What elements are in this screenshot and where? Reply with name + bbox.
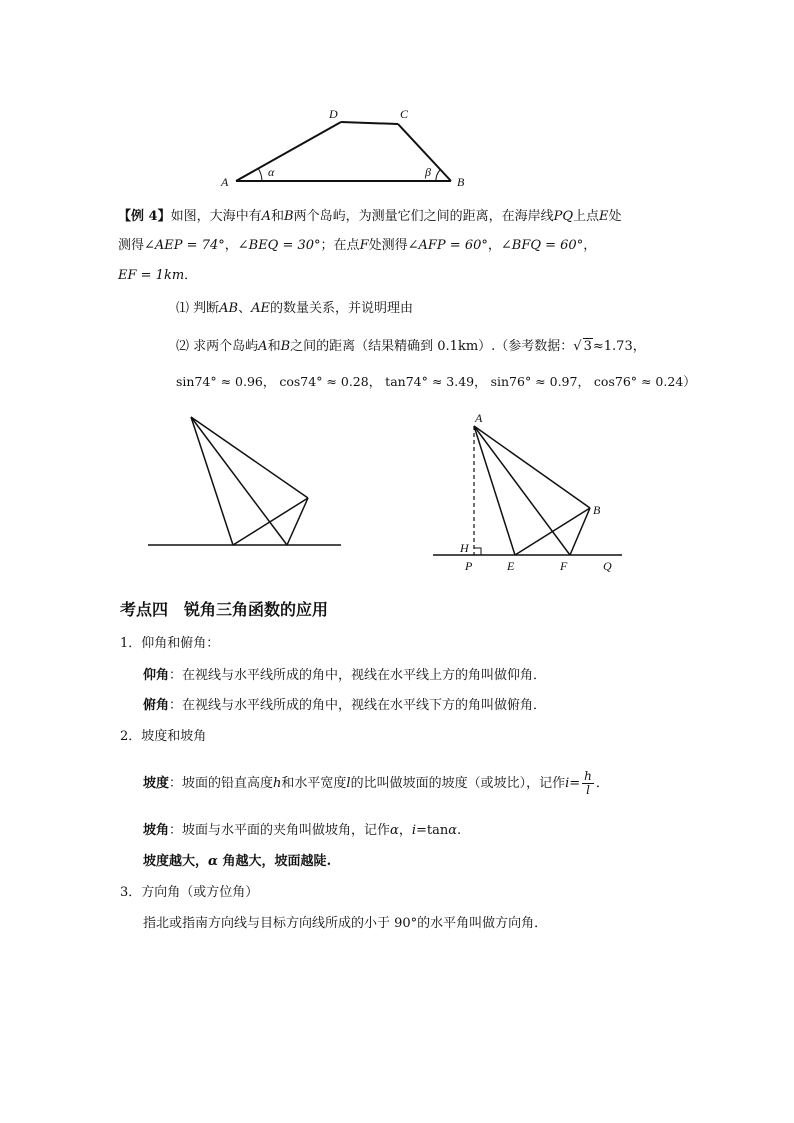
example-line-1: 【例 4】如图，大海中有A和B两个岛屿，为测量它们之间的距离，在海岸线PQ上点E处 bbox=[118, 209, 622, 224]
label-d: D bbox=[329, 107, 338, 121]
podu-def: 坡度：坡面的铅直高度h和水平宽度l的比叫做坡面的坡度（或坡比），记作i= $\frac{h}{l}$ ． bbox=[143, 769, 609, 797]
label-a: A bbox=[475, 411, 483, 425]
reference-data: sin74° ≈ 0.96， cos74° ≈ 0.28， tan74° ≈ 3.49， sin76° ≈ 0.97， cos76° ≈ 0.24） bbox=[176, 374, 696, 389]
label-e: E bbox=[507, 559, 515, 573]
slope-fraction: $\frac{h}{l}$ bbox=[584, 769, 592, 797]
item-3: 3．方向角（或方位角） bbox=[120, 885, 259, 900]
line-a-f bbox=[474, 426, 570, 555]
pojiao-def: 坡角：坡面与水平面的夹角叫做坡角，记作α，i=tanα. bbox=[143, 823, 462, 838]
label-f: F bbox=[560, 559, 568, 573]
label-b: B bbox=[457, 175, 465, 189]
item-2: 2．坡度和坡角 bbox=[120, 729, 207, 744]
fangxiang-def: 指北或指南方向线与目标方向线所成的小于 90°的水平角叫做方向角． bbox=[143, 916, 548, 931]
question-1: ⑴ 判断AB、AE的数量关系，并说明理由 bbox=[176, 301, 414, 316]
line-a-e bbox=[474, 426, 515, 555]
label-beta: β bbox=[425, 165, 431, 179]
label-b: B bbox=[593, 503, 601, 517]
section-title: 考点四 锐角三角函数的应用 bbox=[120, 600, 329, 619]
label-a: A bbox=[221, 175, 229, 189]
example-line-2: 测得∠AEP = 74°，∠BEQ = 30°；在点F处测得∠AFP = 60°，∠BFQ = 60°， bbox=[118, 238, 597, 253]
fujiao-def: 俯角：在视线与水平线所成的角中，视线在水平线下方的角叫做俯角． bbox=[143, 698, 547, 713]
example-line-3: EF = 1km． bbox=[118, 268, 198, 283]
label-c: C bbox=[400, 107, 409, 121]
question-2: ⑵ 求两个岛屿A和B之间的距离（结果精确到 0.1km）.（参考数据：√ 3≈1.73， bbox=[176, 339, 646, 354]
label-q: Q bbox=[603, 559, 612, 573]
line-b-e bbox=[515, 508, 590, 555]
label-alpha: α bbox=[268, 165, 275, 179]
right-angle-mark bbox=[474, 548, 481, 555]
line-a-b bbox=[474, 426, 590, 508]
slope-rule: 坡度越大，α 角越大，坡面越陡. bbox=[143, 854, 332, 869]
label-p: P bbox=[465, 559, 473, 573]
yangjiao-def: 仰角：在视线与水平线所成的角中，视线在水平线上方的角叫做仰角． bbox=[143, 668, 547, 683]
label-h: H bbox=[460, 541, 469, 555]
item-1: 1．仰角和俯角： bbox=[120, 636, 220, 651]
